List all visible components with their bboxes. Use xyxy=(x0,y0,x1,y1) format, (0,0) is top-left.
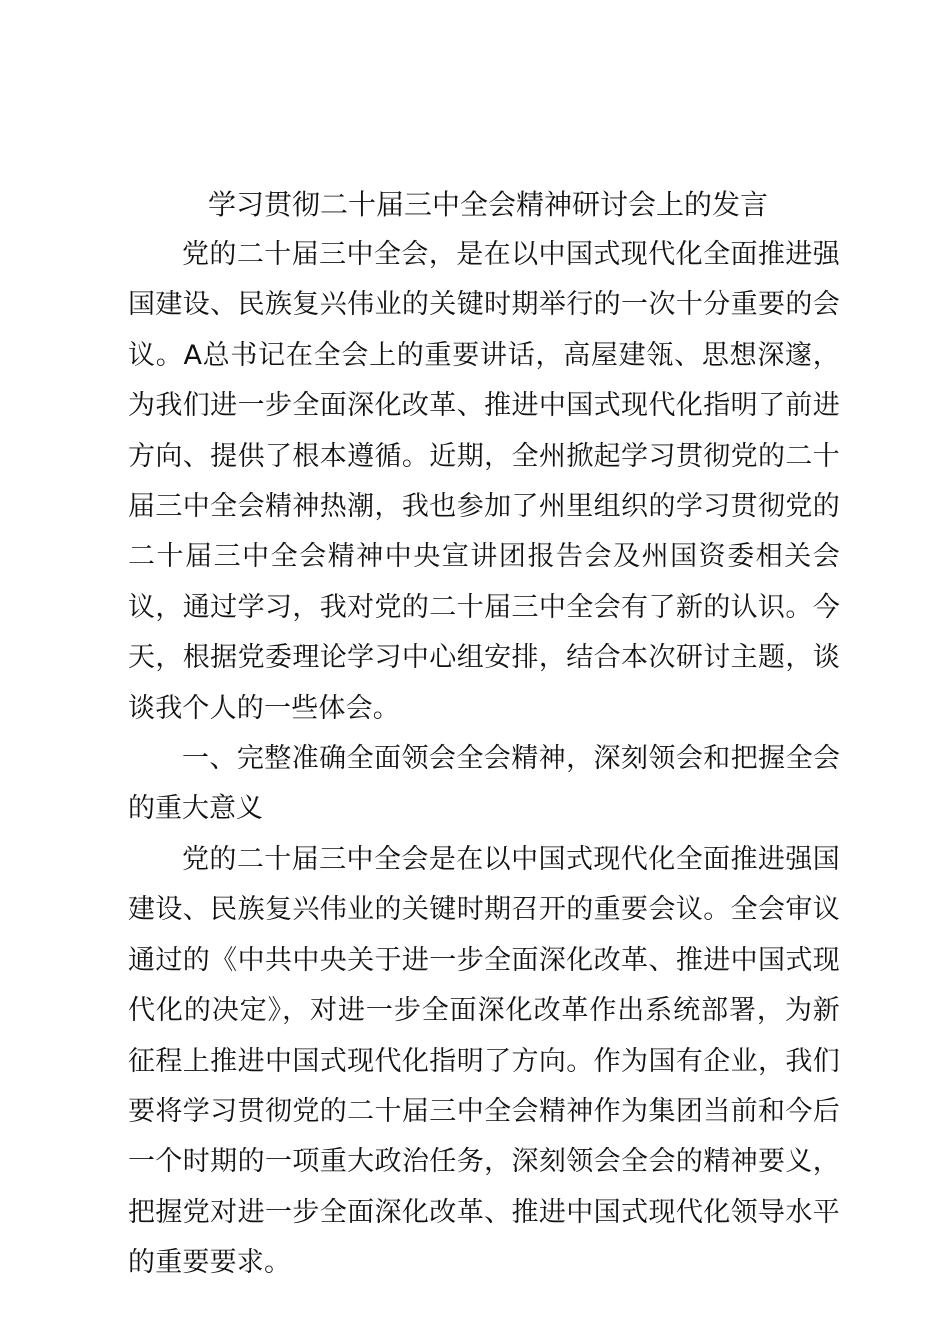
document-title: 学习贯彻二十届三中全会精神研讨会上的发言 xyxy=(207,188,768,221)
section-paragraph: 党的二十届三中全会是在以中国式现代化全面推进强国建设、民族复兴伟业的关键时期召开的重要会议。全会审议通过的《中共中央关于进一步全面深化改革、推进中国式现代化的决定》，对进一步全面深化改革作出系统部署，为新征程上推进中国式现代化指明了方向。作为国有企业，我们要将学习贯彻党的二十届三中全会精神作为集团当前和今后一个时期的一项重大政治任务，深刻领会全会的精神要义，把握党对进一步全面深化改革、推进中国式现代化领导水平的重要要求。 xyxy=(128,843,840,1279)
intro-paragraph: 党的二十届三中全会，是在以中国式现代化全面推进强国建设、民族复兴伟业的关键时期举行的一次十分重要的会议。A总书记在全会上的重要讲话，高屋建瓴、思想深邃，为我们进一步全面深化改革、推进中国式现代化指明了前进方向、提供了根本遵循。近期，全州掀起学习贯彻党的二十届三中全会精神热潮，我也参加了州里组织的学习贯彻党的二十届三中全会精神中央宣讲团报告会及州国资委相关会议，通过学习，我对党的二十届三中全会有了新的认识。今天，根据党委理论学习中心组安排，结合本次研讨主题，谈谈我个人的一些体会。 xyxy=(128,239,840,724)
section-heading: 一、完整准确全面领会全会精神，深刻领会和把握全会的重大意义 xyxy=(128,743,840,825)
